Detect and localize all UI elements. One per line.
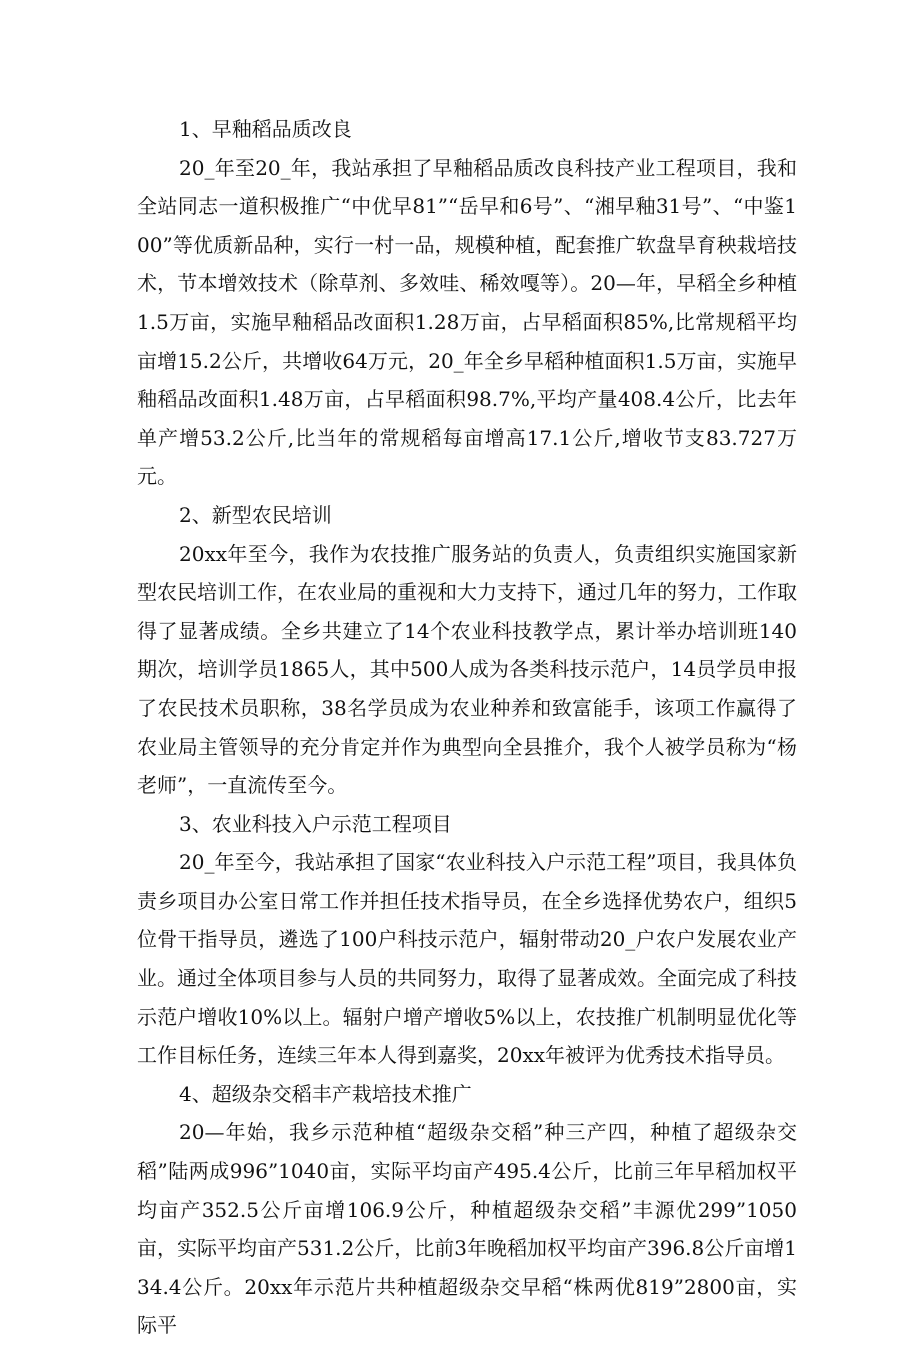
section-1-heading: 1、早釉稻品质改良	[179, 117, 352, 141]
section-4-paragraph: 20—年始，我乡示范种植“超级杂交稻”种三产四，种植了超级杂交稻”陆两成996”1040亩，实际平均亩产495.4公斤，比前三年早稻加权平均亩产352.5公斤亩增106.9公斤，种植超级杂交稻”丰源优299”1050亩，实际平均亩产531.2公斤，比前3年晚稻加权平均亩产396.8公斤亩增134.4公斤。20xx年示范片共种植超级杂交早稻“株两优819”2800亩，实际平	[137, 1120, 797, 1338]
section-4-heading: 4、超级杂交稻丰产栽培技术推广	[179, 1081, 472, 1106]
section-3-heading: 3、农业科技入户示范工程项目	[179, 811, 452, 836]
section-2-heading: 2、新型农民培训	[179, 502, 332, 527]
section-3-paragraph: 20_年至今，我站承担了国家“农业科技入户示范工程”项目，我具体负责乡项目办公室日常工作并担任技术指导员，在全乡选择优势农户，组织5位骨干指导员，遴选了100户科技示范户，辐射带动20_户农户发展农业产业。通过全体项目参与人员的共同努力，取得了显著成效。全面完成了科技示范户增收10%以上。辐射户增产增收5%以上，农技推广机制明显优化等工作目标任务，连续三年本人得到嘉奖，20xx年被评为优秀技术指导员。	[137, 850, 797, 1068]
section-1-paragraph: 20_年至20_年，我站承担了早釉稻品质改良科技产业工程项目，我和全站同志一道积极推广“中优早81”“岳早和6号”、“湘早釉31号”、“中鉴100”等优质新品种，实行一村一品，规模种植，配套推广软盘旱育秧栽培技术，节本增效技术（除草剂、多效哇、稀效嘎等）。20—年，早稻全乡种植1.5万亩，实施早釉稻品改面积1.28万亩，占早稻面积85%,比常规稻平均亩增15.2公斤，共增收64万元，20_年全乡早稻种植面积1.5万亩，实施早釉稻品改面积1.48万亩，占早稻面积98.7%,平均产量408.4公斤，比去年单产增53.2公斤,比当年的常规稻每亩增高17.1公斤,增收节支83.727万元。	[137, 155, 797, 489]
section-2-paragraph: 20xx年至今，我作为农技推广服务站的负责人，负责组织实施国家新型农民培训工作，在农业局的重视和大力支持下，通过几年的努力，工作取得了显著成绩。全乡共建立了14个农业科技教学点，累计举办培训班140期次，培训学员1865人，其中500人成为各类科技示范户，14员学员申报了农民技术员职称，38名学员成为农业种养和致富能手，该项工作赢得了农业局主管领导的充分肯定并作为典型向全县推介，我个人被学员称为“杨老师”，一直流传至今。	[137, 541, 797, 798]
document-body	[137, 110, 797, 1345]
